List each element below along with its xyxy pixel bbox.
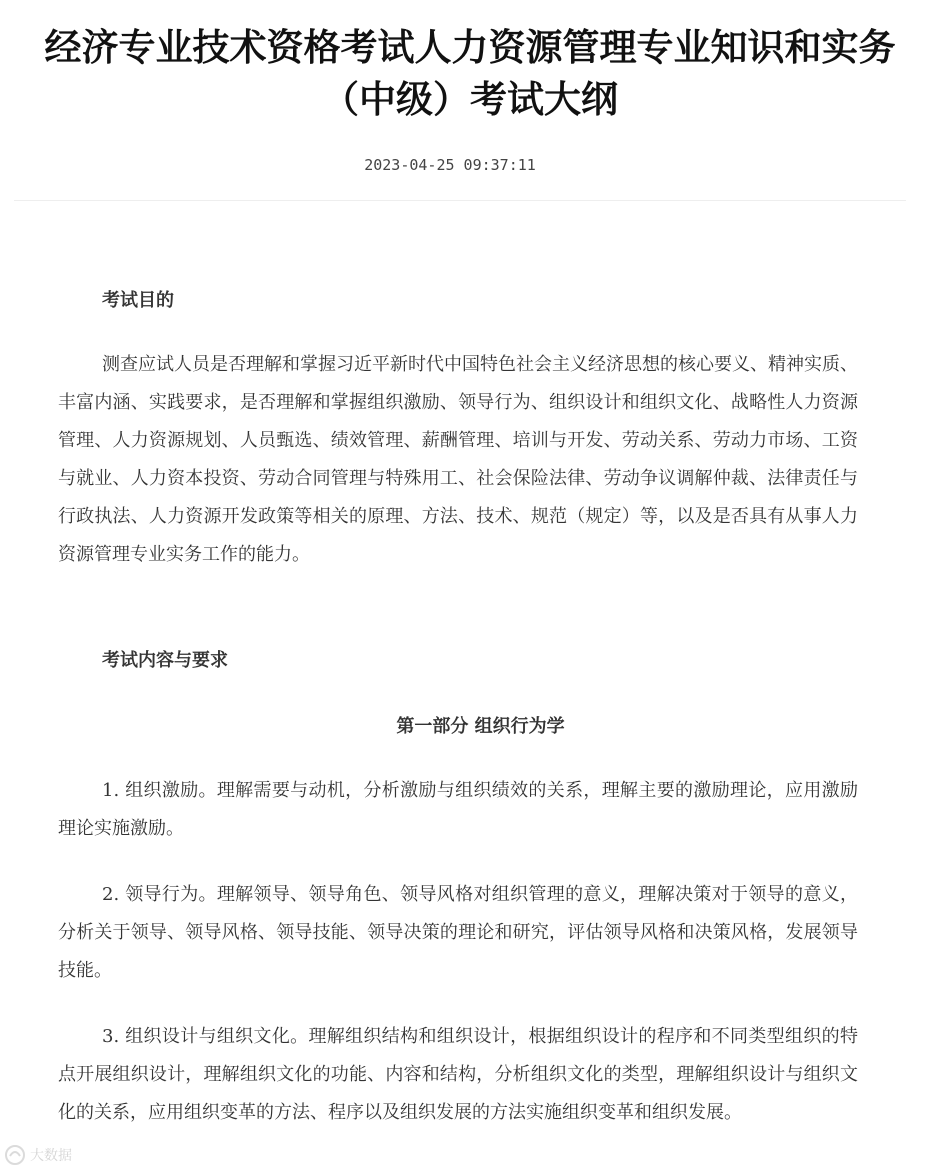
- list-item: 3. 组织设计与组织文化。理解组织结构和组织设计，根据组织设计的程序和不同类型组织的特点开展组织设计，理解组织文化的功能、内容和结构，分析组织文化的类型，理解组织设计与组织文化的关系，应用组织变革的方法、程序以及组织发展的方法实施组织变革和组织发展。: [58, 1026, 858, 1123]
- article-title: 经济专业技术资格考试人力资源管理专业知识和实务（中级）考试大纲: [44, 26, 896, 121]
- section-heading-purpose: 考试目的: [102, 290, 174, 311]
- purpose-paragraph: 测查应试人员是否理解和掌握习近平新时代中国特色社会主义经济思想的核心要义、精神实质、丰富内涵、实践要求，是否理解和掌握组织激励、领导行为、组织设计和组织文化、战略性人力资源管理、人力资源规划、人员甄选、绩效管理、薪酬管理、培训与开发、劳动关系、劳动力市场、工资与就业、人力资本投资、劳动合同管理与特殊用工、社会保险法律、劳动争议调解仲裁、法律责任与行政执法、人力资源开发政策等相关的原理、方法、技术、规范（规定）等，以及是否具有从事人力资源管理专业实务工作的能力。: [58, 354, 858, 565]
- list-item: 1. 组织激励。理解需要与动机，分析激励与组织绩效的关系，理解主要的激励理论，应用激励理论实施激励。: [58, 780, 858, 839]
- title-divider: [14, 200, 906, 201]
- section-heading-content: 考试内容与要求: [102, 650, 228, 671]
- logo-icon: [4, 1144, 26, 1166]
- publish-timestamp: 2023-04-25 09:37:11: [364, 156, 536, 174]
- list-item: 2. 领导行为。理解领导、领导角色、领导风格对组织管理的意义，理解决策对于领导的意义，分析关于领导、领导风格、领导技能、领导决策的理论和研究，评估领导风格和决策风格，发展领导技能。: [58, 884, 858, 981]
- part-heading-organizational-behavior: 第一部分 组织行为学: [396, 716, 565, 737]
- watermark: [4, 1140, 134, 1170]
- watermark-text: 大数据: [30, 1148, 72, 1164]
